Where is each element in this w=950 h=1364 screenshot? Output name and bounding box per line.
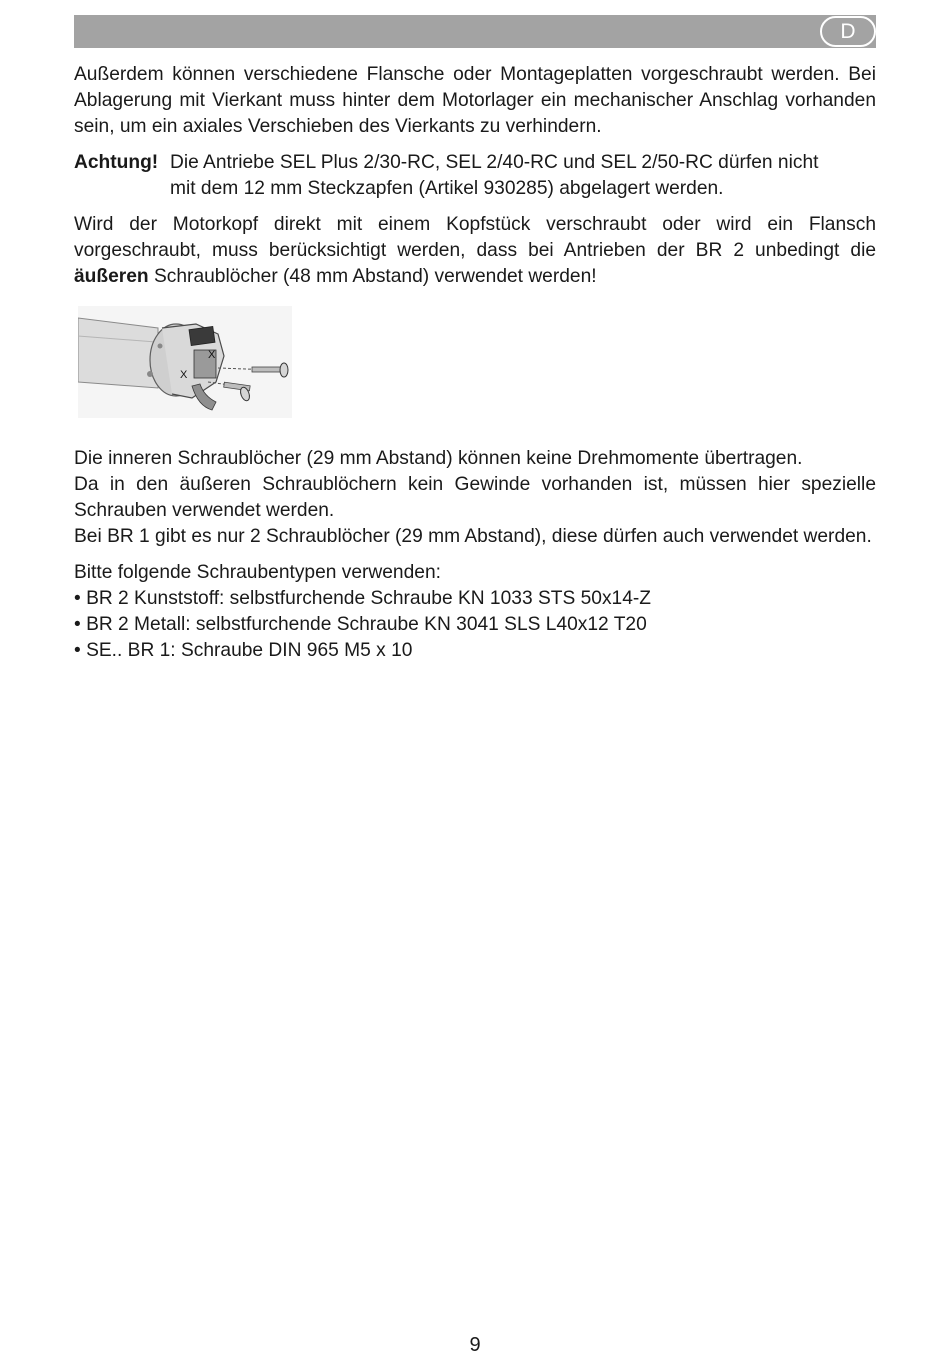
warning-block [74,150,876,202]
screw-types-intro: Bitte folgende Schraubentypen verwenden: [74,562,441,583]
warning-line-1: Die Antriebe SEL Plus 2/30-RC, SEL 2/40-RC und SEL 2/50-RC dürfen nicht [170,152,819,173]
flange-note-after: Schraublöcher (48 mm Abstand) verwendet werden! [148,266,597,287]
intro-paragraph: Außerdem können verschiedene Flansche oder Montageplatten vorgeschraubt werden. Bei Ablagerung mit Vierkant muss hinter dem Motorlager ein mechanischer Anschlag vorhanden sein, um ein axiales Verschieben des Vierkants zu verhindern. [74,64,876,137]
hole-mark-lower: X [180,369,188,381]
warning-text [170,150,876,202]
screw-type-item: • BR 2 Kunststoff: selbstfurchende Schraube KN 1033 STS 50x14-Z [74,586,876,612]
header-bar [74,15,876,48]
screw-types-list [74,586,876,664]
motor-tube [78,318,158,388]
inner-holes-line-3: Bei BR 1 gibt es nur 2 Schraublöcher (29 mm Abstand), diese dürfen auch verwendet werden. [74,526,872,547]
screw-types-section [74,560,876,664]
flange-note-before: Wird der Motorkopf direkt mit einem Kopfstück verschraubt oder wird ein Flansch vorgeschraubt, muss berücksichtigt werden, dass bei Antrieben der BR 2 unbedingt die [74,214,876,261]
motor-head-illustration [78,306,292,418]
page-number: 9 [469,1334,481,1356]
screw-type-item: • SE.. BR 1: Schraube DIN 965 M5 x 10 [74,638,876,664]
inner-holes-paragraph [74,446,876,550]
motor-head-screw-figure [78,306,292,418]
inner-holes-line-2: Da in den äußeren Schraublöchern kein Gewinde vorhanden ist, müssen hier spezielle Schrauben verwendet werden. [74,474,876,521]
warning-line-2: mit dem 12 mm Steckzapfen (Artikel 930285) abgelagert werden. [170,178,724,199]
language-badge: D [820,16,876,47]
page-content [74,62,876,664]
motor-connector [189,326,215,345]
inner-holes-line-1: Die inneren Schraublöcher (29 mm Abstand) können keine Drehmomente übertragen. [74,448,803,469]
flange-note-emphasis: äußeren [74,266,149,287]
warning-label: Achtung! [74,152,159,173]
flange-note-paragraph [74,212,876,290]
screw-type-item: • BR 2 Metall: selbstfurchende Schraube KN 3041 SLS L40x12 T20 [74,612,876,638]
hole-mark-upper: X [208,349,216,361]
